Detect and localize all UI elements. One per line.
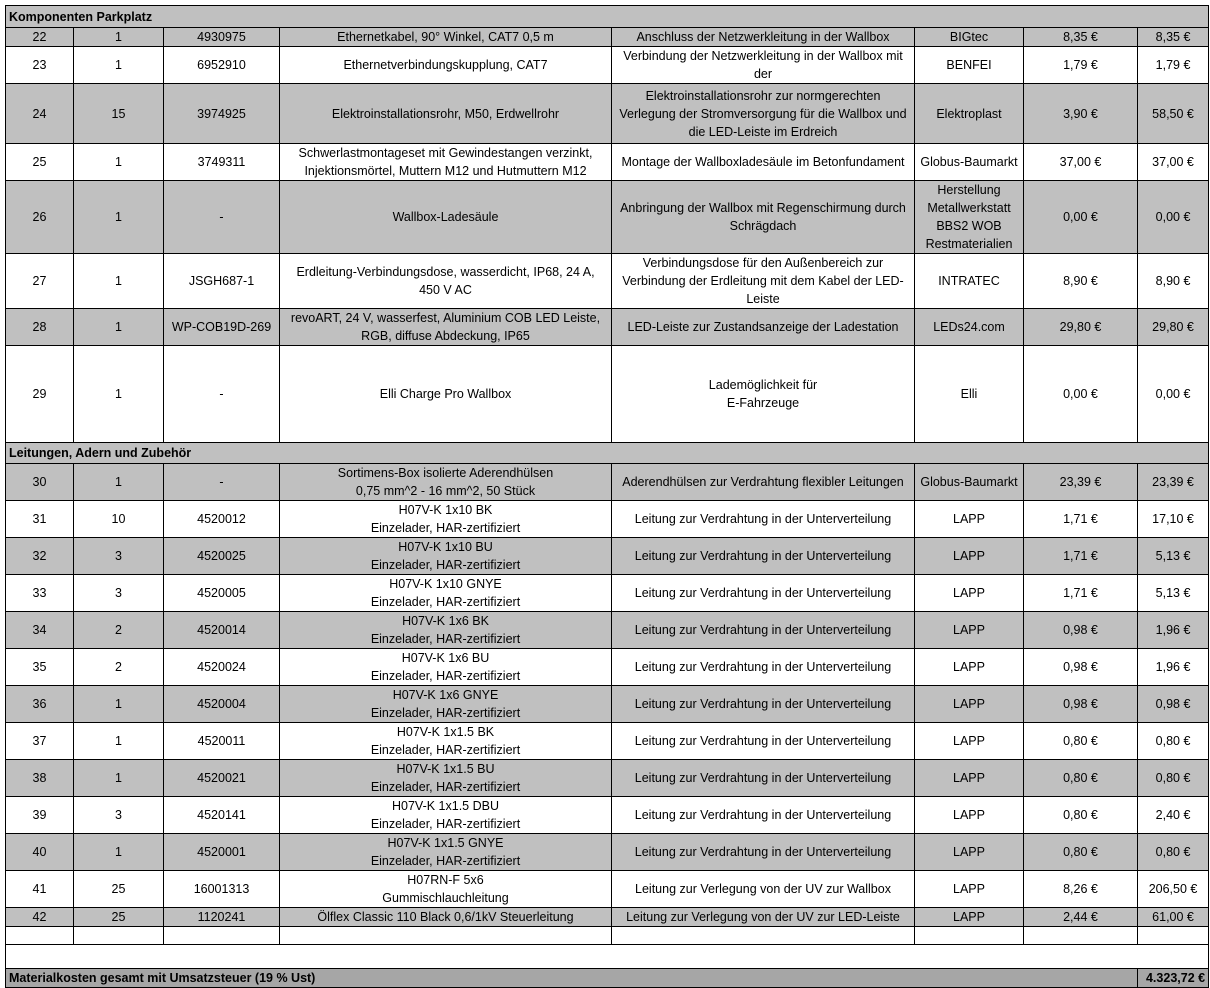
supplier-cell: Globus-Baumarkt <box>915 464 1024 501</box>
total-price-cell: 1,96 € <box>1138 649 1209 686</box>
product-name-cell: H07V-K 1x6 BK Einzelader, HAR-zertifiziert <box>280 612 612 649</box>
empty-cell <box>74 927 164 945</box>
total-price-cell: 23,39 € <box>1138 464 1209 501</box>
total-price-cell: 8,90 € <box>1138 254 1209 309</box>
table-row <box>6 28 1209 47</box>
supplier-cell: LAPP <box>915 686 1024 723</box>
usage-cell: Leitung zur Verdrahtung in der Unterverteilung <box>612 723 915 760</box>
qty-cell: 1 <box>74 309 164 346</box>
usage-cell: Leitung zur Verdrahtung in der Unterverteilung <box>612 612 915 649</box>
table-row <box>6 834 1209 871</box>
article-number-cell: 3974925 <box>164 84 280 144</box>
unit-price-cell: 0,98 € <box>1024 686 1138 723</box>
product-name-cell: H07V-K 1x10 GNYE Einzelader, HAR-zertifiziert <box>280 575 612 612</box>
usage-cell: Anschluss der Netzwerkleitung in der Wallbox <box>612 28 915 47</box>
article-number-cell: - <box>164 181 280 254</box>
empty-cell <box>280 927 612 945</box>
usage-cell: Leitung zur Verdrahtung in der Unterverteilung <box>612 575 915 612</box>
qty-cell: 1 <box>74 47 164 84</box>
usage-cell: Leitung zur Verdrahtung in der Unterverteilung <box>612 760 915 797</box>
total-price-cell: 8,35 € <box>1138 28 1209 47</box>
total-price-cell: 1,96 € <box>1138 612 1209 649</box>
article-number-cell: 4520011 <box>164 723 280 760</box>
pos-cell: 38 <box>6 760 74 797</box>
total-price-cell: 29,80 € <box>1138 309 1209 346</box>
unit-price-cell: 8,26 € <box>1024 871 1138 908</box>
table-row <box>6 649 1209 686</box>
usage-cell: Leitung zur Verdrahtung in der Unterverteilung <box>612 797 915 834</box>
supplier-cell: LAPP <box>915 575 1024 612</box>
article-number-cell: 4520024 <box>164 649 280 686</box>
blank-row <box>6 945 1209 969</box>
pos-cell: 39 <box>6 797 74 834</box>
article-number-cell: JSGH687-1 <box>164 254 280 309</box>
usage-cell: Leitung zur Verlegung von der UV zur Wallbox <box>612 871 915 908</box>
usage-cell: Anbringung der Wallbox mit Regenschirmung durch Schrägdach <box>612 181 915 254</box>
supplier-cell: LAPP <box>915 649 1024 686</box>
material-cost-table <box>5 5 1209 988</box>
empty-cell <box>1024 927 1138 945</box>
article-number-cell: 4520141 <box>164 797 280 834</box>
product-name-cell: Wallbox-Ladesäule <box>280 181 612 254</box>
product-name-cell: Ölflex Classic 110 Black 0,6/1kV Steuerleitung <box>280 908 612 927</box>
product-name-cell: Erdleitung-Verbindungsdose, wasserdicht, IP68, 24 A, 450 V AC <box>280 254 612 309</box>
table-row <box>6 797 1209 834</box>
usage-cell: Verbindungsdose für den Außenbereich zur Verbindung der Erdleitung mit dem Kabel der LED- Leiste <box>612 254 915 309</box>
total-price-cell: 17,10 € <box>1138 501 1209 538</box>
pos-cell: 42 <box>6 908 74 927</box>
pos-cell: 31 <box>6 501 74 538</box>
article-number-cell: 4520005 <box>164 575 280 612</box>
supplier-cell: LEDs24.com <box>915 309 1024 346</box>
supplier-cell: BIGtec <box>915 28 1024 47</box>
article-number-cell: 4520012 <box>164 501 280 538</box>
qty-cell: 3 <box>74 797 164 834</box>
supplier-cell: LAPP <box>915 723 1024 760</box>
pos-cell: 22 <box>6 28 74 47</box>
unit-price-cell: 29,80 € <box>1024 309 1138 346</box>
usage-cell: Elektroinstallationsrohr zur normgerechten Verlegung der Stromversorgung für die Wallbox und die LED-Leiste im Erdreich <box>612 84 915 144</box>
empty-cell <box>612 927 915 945</box>
total-price-cell: 206,50 € <box>1138 871 1209 908</box>
article-number-cell: 4520021 <box>164 760 280 797</box>
empty-cell <box>6 927 74 945</box>
table-row <box>6 464 1209 501</box>
section-header <box>6 6 1209 28</box>
pos-cell: 27 <box>6 254 74 309</box>
grand-total-row <box>6 969 1209 988</box>
pos-cell: 25 <box>6 144 74 181</box>
supplier-cell: LAPP <box>915 760 1024 797</box>
qty-cell: 15 <box>74 84 164 144</box>
qty-cell: 3 <box>74 538 164 575</box>
product-name-cell: revoART, 24 V, wasserfest, Aluminium COB LED Leiste, RGB, diffuse Abdeckung, IP65 <box>280 309 612 346</box>
supplier-cell: LAPP <box>915 612 1024 649</box>
supplier-cell: Globus-Baumarkt <box>915 144 1024 181</box>
article-number-cell: - <box>164 464 280 501</box>
pos-cell: 33 <box>6 575 74 612</box>
pos-cell: 29 <box>6 346 74 443</box>
empty-cell <box>1138 927 1209 945</box>
table-row <box>6 612 1209 649</box>
table-row <box>6 686 1209 723</box>
usage-cell: Verbindung der Netzwerkleitung in der Wallbox mit der <box>612 47 915 84</box>
unit-price-cell: 0,80 € <box>1024 797 1138 834</box>
table-row <box>6 908 1209 927</box>
section-header <box>6 443 1209 464</box>
product-name-cell: Ethernetkabel, 90° Winkel, CAT7 0,5 m <box>280 28 612 47</box>
article-number-cell: 4930975 <box>164 28 280 47</box>
product-name-cell: Elli Charge Pro Wallbox <box>280 346 612 443</box>
unit-price-cell: 0,80 € <box>1024 760 1138 797</box>
unit-price-cell: 1,79 € <box>1024 47 1138 84</box>
grand-total-label: Materialkosten gesamt mit Umsatzsteuer (19 % Ust) <box>6 969 1138 988</box>
unit-price-cell: 1,71 € <box>1024 575 1138 612</box>
product-name-cell: H07V-K 1x1.5 BK Einzelader, HAR-zertifiziert <box>280 723 612 760</box>
table-row <box>6 575 1209 612</box>
qty-cell: 25 <box>74 908 164 927</box>
unit-price-cell: 37,00 € <box>1024 144 1138 181</box>
table-row <box>6 47 1209 84</box>
total-price-cell: 5,13 € <box>1138 538 1209 575</box>
table-row <box>6 538 1209 575</box>
usage-cell: Aderendhülsen zur Verdrahtung flexibler Leitungen <box>612 464 915 501</box>
product-name-cell: Schwerlastmontageset mit Gewindestangen verzinkt, Injektionsmörtel, Muttern M12 und Hutmuttern M12 <box>280 144 612 181</box>
pos-cell: 41 <box>6 871 74 908</box>
usage-cell: Leitung zur Verdrahtung in der Unterverteilung <box>612 501 915 538</box>
unit-price-cell: 0,80 € <box>1024 723 1138 760</box>
qty-cell: 1 <box>74 28 164 47</box>
pos-cell: 32 <box>6 538 74 575</box>
qty-cell: 1 <box>74 144 164 181</box>
pos-cell: 24 <box>6 84 74 144</box>
section-title: Leitungen, Adern und Zubehör <box>6 443 1209 464</box>
supplier-cell: LAPP <box>915 871 1024 908</box>
pos-cell: 36 <box>6 686 74 723</box>
product-name-cell: H07RN-F 5x6 Gummischlauchleitung <box>280 871 612 908</box>
qty-cell: 1 <box>74 346 164 443</box>
empty-row <box>6 927 1209 945</box>
article-number-cell: 3749311 <box>164 144 280 181</box>
grand-total-value: 4.323,72 € <box>1138 969 1209 988</box>
total-price-cell: 58,50 € <box>1138 84 1209 144</box>
article-number-cell: 4520001 <box>164 834 280 871</box>
qty-cell: 10 <box>74 501 164 538</box>
total-price-cell: 0,80 € <box>1138 723 1209 760</box>
section-title: Komponenten Parkplatz <box>6 6 1209 28</box>
unit-price-cell: 23,39 € <box>1024 464 1138 501</box>
pos-cell: 35 <box>6 649 74 686</box>
table-row <box>6 346 1209 443</box>
table-row <box>6 723 1209 760</box>
table-row <box>6 144 1209 181</box>
article-number-cell: 6952910 <box>164 47 280 84</box>
total-price-cell: 0,80 € <box>1138 834 1209 871</box>
supplier-cell: BENFEI <box>915 47 1024 84</box>
supplier-cell: LAPP <box>915 908 1024 927</box>
article-number-cell: 1120241 <box>164 908 280 927</box>
blank-cell <box>6 945 1209 969</box>
product-name-cell: H07V-K 1x1.5 BU Einzelader, HAR-zertifiziert <box>280 760 612 797</box>
product-name-cell: H07V-K 1x10 BU Einzelader, HAR-zertifiziert <box>280 538 612 575</box>
pos-cell: 30 <box>6 464 74 501</box>
article-number-cell: WP-COB19D-269 <box>164 309 280 346</box>
usage-cell: Leitung zur Verdrahtung in der Unterverteilung <box>612 686 915 723</box>
total-price-cell: 2,40 € <box>1138 797 1209 834</box>
usage-cell: Leitung zur Verdrahtung in der Unterverteilung <box>612 834 915 871</box>
table-row <box>6 84 1209 144</box>
qty-cell: 1 <box>74 834 164 871</box>
supplier-cell: Elli <box>915 346 1024 443</box>
qty-cell: 2 <box>74 612 164 649</box>
product-name-cell: H07V-K 1x6 BU Einzelader, HAR-zertifiziert <box>280 649 612 686</box>
product-name-cell: Sortimens-Box isolierte Aderendhülsen 0,75 mm^2 - 16 mm^2, 50 Stück <box>280 464 612 501</box>
pos-cell: 23 <box>6 47 74 84</box>
table-row <box>6 760 1209 797</box>
total-price-cell: 1,79 € <box>1138 47 1209 84</box>
usage-cell: Leitung zur Verdrahtung in der Unterverteilung <box>612 649 915 686</box>
total-price-cell: 0,98 € <box>1138 686 1209 723</box>
supplier-cell: LAPP <box>915 834 1024 871</box>
article-number-cell: 4520004 <box>164 686 280 723</box>
unit-price-cell: 8,90 € <box>1024 254 1138 309</box>
total-price-cell: 0,80 € <box>1138 760 1209 797</box>
total-price-cell: 5,13 € <box>1138 575 1209 612</box>
unit-price-cell: 1,71 € <box>1024 501 1138 538</box>
product-name-cell: Ethernetverbindungskupplung, CAT7 <box>280 47 612 84</box>
usage-cell: Montage der Wallboxladesäule im Betonfundament <box>612 144 915 181</box>
usage-cell: Leitung zur Verdrahtung in der Unterverteilung <box>612 538 915 575</box>
pos-cell: 37 <box>6 723 74 760</box>
empty-cell <box>915 927 1024 945</box>
product-name-cell: H07V-K 1x6 GNYE Einzelader, HAR-zertifiziert <box>280 686 612 723</box>
product-name-cell: Elektroinstallationsrohr, M50, Erdwellrohr <box>280 84 612 144</box>
supplier-cell: LAPP <box>915 538 1024 575</box>
supplier-cell: LAPP <box>915 797 1024 834</box>
qty-cell: 1 <box>74 181 164 254</box>
pos-cell: 26 <box>6 181 74 254</box>
article-number-cell: 4520025 <box>164 538 280 575</box>
unit-price-cell: 0,80 € <box>1024 834 1138 871</box>
unit-price-cell: 3,90 € <box>1024 84 1138 144</box>
table-row <box>6 181 1209 254</box>
article-number-cell: 4520014 <box>164 612 280 649</box>
product-name-cell: H07V-K 1x1.5 GNYE Einzelader, HAR-zertifiziert <box>280 834 612 871</box>
product-name-cell: H07V-K 1x10 BK Einzelader, HAR-zertifiziert <box>280 501 612 538</box>
total-price-cell: 0,00 € <box>1138 181 1209 254</box>
usage-cell: LED-Leiste zur Zustandsanzeige der Ladestation <box>612 309 915 346</box>
unit-price-cell: 0,98 € <box>1024 649 1138 686</box>
article-number-cell: - <box>164 346 280 443</box>
supplier-cell: INTRATEC <box>915 254 1024 309</box>
table-row <box>6 309 1209 346</box>
usage-cell: Lademöglichkeit für E-Fahrzeuge <box>612 346 915 443</box>
qty-cell: 1 <box>74 723 164 760</box>
pos-cell: 40 <box>6 834 74 871</box>
supplier-cell: LAPP <box>915 501 1024 538</box>
empty-cell <box>164 927 280 945</box>
unit-price-cell: 1,71 € <box>1024 538 1138 575</box>
pos-cell: 28 <box>6 309 74 346</box>
qty-cell: 3 <box>74 575 164 612</box>
qty-cell: 25 <box>74 871 164 908</box>
product-name-cell: H07V-K 1x1.5 DBU Einzelader, HAR-zertifiziert <box>280 797 612 834</box>
table-row <box>6 254 1209 309</box>
total-price-cell: 37,00 € <box>1138 144 1209 181</box>
qty-cell: 1 <box>74 760 164 797</box>
total-price-cell: 0,00 € <box>1138 346 1209 443</box>
supplier-cell: Herstellung Metallwerkstatt BBS2 WOB Restmaterialien <box>915 181 1024 254</box>
article-number-cell: 16001313 <box>164 871 280 908</box>
usage-cell: Leitung zur Verlegung von der UV zur LED-Leiste <box>612 908 915 927</box>
unit-price-cell: 0,98 € <box>1024 612 1138 649</box>
qty-cell: 1 <box>74 464 164 501</box>
unit-price-cell: 8,35 € <box>1024 28 1138 47</box>
table-row <box>6 501 1209 538</box>
supplier-cell: Elektroplast <box>915 84 1024 144</box>
pos-cell: 34 <box>6 612 74 649</box>
qty-cell: 1 <box>74 254 164 309</box>
qty-cell: 1 <box>74 686 164 723</box>
total-price-cell: 61,00 € <box>1138 908 1209 927</box>
unit-price-cell: 2,44 € <box>1024 908 1138 927</box>
unit-price-cell: 0,00 € <box>1024 346 1138 443</box>
unit-price-cell: 0,00 € <box>1024 181 1138 254</box>
table-row <box>6 871 1209 908</box>
qty-cell: 2 <box>74 649 164 686</box>
